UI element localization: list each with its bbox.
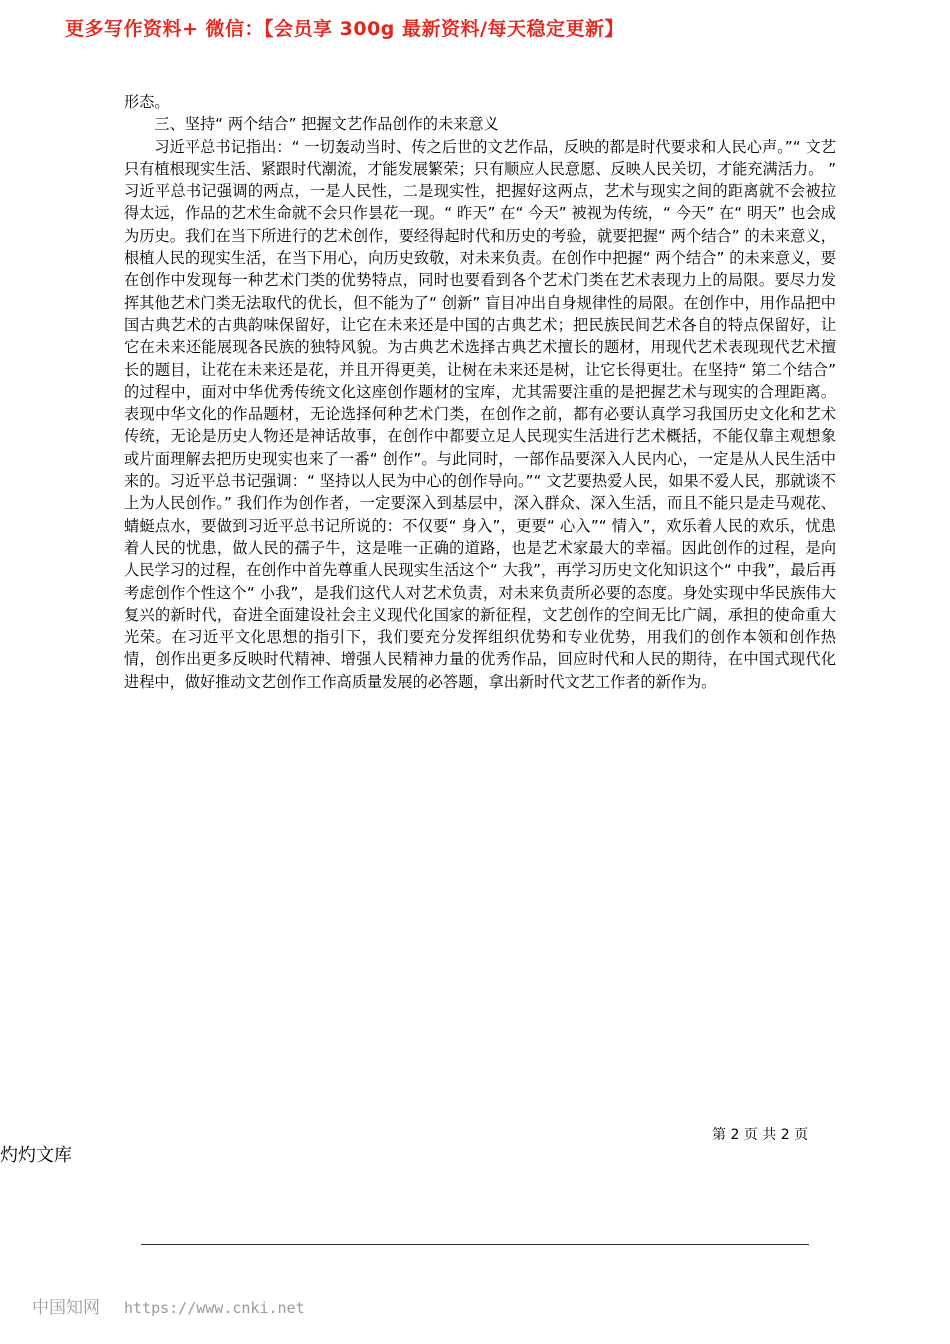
promo-banner: 更多写作资料+ 微信：【会员享 300g 最新资料/每天稳定更新】 [65,18,624,40]
footer-brand: 灼灼文库 [0,1145,72,1166]
document-body [124,91,836,693]
lead-line: 形态。 [124,93,170,111]
cnki-url: https://www.cnki.net [124,1299,305,1317]
footer-divider [141,1244,809,1245]
cnki-watermark [32,1293,305,1318]
body-paragraph: 习近平总书记指出：“ 一切轰动当时、传之后世的文艺作品，反映的都是时代要求和人民心声。”“ 文艺只有植根现实生活、紧跟时代潮流，才能发展繁荣；只有顺应人民意愿、反映人民关切，才能充满活力。 ” 习近平总书记强调的两点，一是人民性，二是现实性，把握好这两点，艺术与现实之间的距离就不会被拉得太远，作品的艺术生命就不会只作昙花一现。“ 昨天” 在“ 今天” 被视为传统，“ 今天” 在“ 明天” 也会成为历史。我们在当下所进行的艺术创作，要经得起时代和历史的考验，就要把握“ 两个结合” 的未来意义，根植人民的现实生活，在当下用心，向历史致敬，对未来负责。在创作中把握“ 两个结合” 的未来意义，要在创作中发现每一种艺术门类的优势特点，同时也要看到各个艺术门类在艺术表现力上的局限。要尽力发挥其他艺术门类无法取代的优长，但不能为了“ 创新” 盲目冲出自身规律性的局限。在创作中，用作品把中国古典艺术的古典韵味保留好，让它在未来还是中国的古典艺术；把民族民间艺术各自的特点保留好，让它在未来还能展现各民族的独特风貌。为古典艺术选择古典艺术擅长的题材，用现代艺术表现现代艺术擅长的题目，让花在未来还是花，并且开得更美，让树在未来还是树，让它长得更壮。在坚持“ 第二个结合” 的过程中，面对中华优秀传统文化这座创作题材的宝库，尤其需要注重的是把握艺术与现实的合理距离。表现中华文化的作品题材，无论选择何种艺术门类，在创作之前，都有必要认真学习我国历史文化和艺术传统，无论是历史人物还是神话故事，在创作中都要立足人民现实生活进行艺术概括，不能仅靠主观想象或片面理解去把历史现实也来了一番“ 创作”。与此同时，一部作品要深入人民内心，一定是从人民生活中来的。习近平总书记强调：“ 坚持以人民为中心的创作导向。”“ 文艺要热爱人民，如果不爱人民，那就谈不上为人民创作。” 我们作为创作者，一定要深入到基层中，深入群众、深入生活，而且不能只是走马观花、蜻蜓点水，要做到习近平总书记所说的：不仅要“ 身入”，更要“ 心入”“ 情入”，欢乐着人民的欢乐，忧患着人民的忧患，做人民的孺子牛，这是唯一正确的道路，也是艺术家最大的幸福。因此创作的过程，是向人民学习的过程，在创作中首先尊重人民现实生活这个“ 大我”，再学习历史文化知识这个“ 中我”，最后再考虑创作个性这个“ 小我”，是我们这代人对艺术负责，对未来负责所必要的态度。身处实现中华民族伟大复兴的新时代，奋进全面建设社会主义现代化国家的新征程，文艺创作的空间无比广阔，承担的使命重大光荣。在习近平文化思想的指引下，我们要充分发挥组织优势和专业优势，用我们的创作本领和创作热情，创作出更多反映时代精神、增强人民精神力量的优秀作品，回应时代和人民的期待，在中国式现代化进程中，做好推动文艺创作工作高质量发展的必答题，拿出新时代文艺工作者的新作为。 [124,137,836,691]
page-indicator: 第 2 页 共 2 页 [712,1127,809,1143]
section-heading: 三、坚持“ 两个结合” 把握文艺作品创作的未来意义 [154,115,499,134]
cnki-name: 中国知网 [32,1298,100,1318]
